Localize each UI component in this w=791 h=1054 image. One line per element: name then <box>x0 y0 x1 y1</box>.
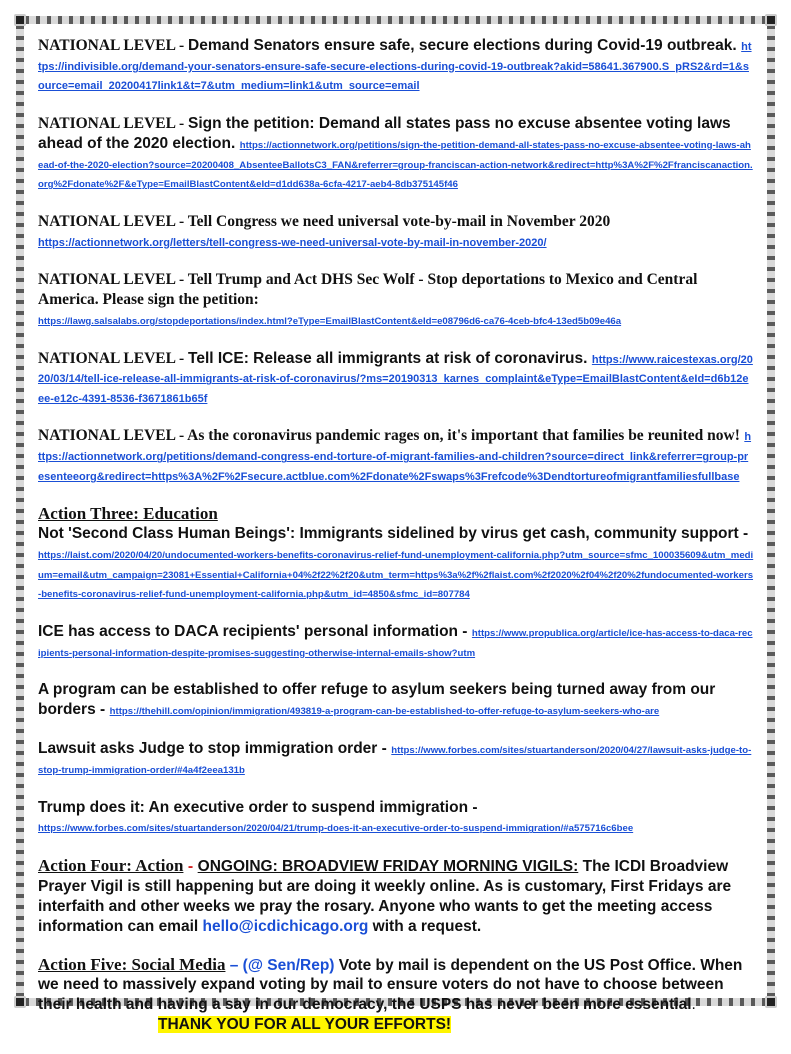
item-text: Tell Trump and Act DHS Sec Wolf - Stop deportations to Mexico and Central America. Please sign the petition: <box>38 271 698 309</box>
thank-you-banner: THANK YOU FOR ALL YOUR EFFORTS! <box>158 1016 452 1034</box>
item-link[interactable]: https://lawg.salsalabs.org/stopdeportations/index.html?eType=EmailBlastContent&eId=e08796d6-ca76-4ceb-bfc4-13ed5b09e46a <box>38 316 622 328</box>
item-text: Lawsuit asks Judge to stop immigration order - <box>38 740 387 758</box>
action-three-section <box>38 504 754 837</box>
action-five-section <box>38 955 754 1036</box>
item-text: Sign the petition: Demand all states pass no excuse absentee voting laws ahead of the 2020 election. <box>38 114 731 152</box>
education-item <box>38 622 754 661</box>
border-right <box>767 16 775 1006</box>
corner-ornament <box>765 996 777 1008</box>
item-prefix: NATIONAL LEVEL - <box>38 271 188 289</box>
education-item <box>38 524 754 602</box>
social-period: . <box>691 996 696 1014</box>
item-link[interactable]: https://laist.com/2020/04/20/undocumented-workers-benefits-coronavirus-relief-fund-unemployment-california.php?utm_source=sfmc_100035609&utm_medium=email&utm_campaign=23081+Essential+California+04%2f22%2f20&utm_term=https%3a%2f%2flaist.com%2f2020%2f04%2f20%2fundocumented-workers-benefits-coronavirus-relief-fund-unemployment-california.php&utm_id=4850&sfmc_id=807784 <box>38 550 754 601</box>
item-link[interactable]: https://www.forbes.com/sites/stuartanderson/2020/04/21/trump-does-it-an-executive-order-to-suspend-immigration/#a575716c6bee <box>38 823 634 835</box>
item-link[interactable]: https://indivisible.org/demand-your-senators-ensure-safe-secure-elections-during-covid-19-outbreak?akid=58641.367900.S_pRS2&rd=1&source=email_20200417link1&t=7&utm_medium=link1&utm_source=email <box>38 41 752 93</box>
item-link[interactable]: https://actionnetwork.org/letters/tell-congress-we-need-universal-vote-by-mail-in-november-2020/ <box>38 236 547 249</box>
item-link[interactable]: https://thehill.com/opinion/immigration/493819-a-program-can-be-established-to-offer-refuge-to-asylum-seekers-who-are <box>109 706 660 718</box>
item-text: Tell Congress we need universal vote-by-mail in November 2020 <box>187 212 611 230</box>
item-text: Trump does it: An executive order to suspend immigration - <box>38 798 478 816</box>
national-item <box>38 212 754 251</box>
action-four-dash: - <box>183 857 198 875</box>
item-text: ICE has access to DACA recipients' personal information - <box>38 622 468 640</box>
item-link[interactable]: https://actionnetwork.org/petitions/demand-congress-end-torture-of-migrant-families-and-children?source=direct_link&referrer=group-presenteeorg&redirect=https%3A%2F%2Fsecure.actblue.com%2Fdonate%2Fswaps%3Frefcode%3Dendtortureofmigrantfamiliesfullbase <box>38 431 752 483</box>
education-item <box>38 739 754 778</box>
email-link[interactable]: hello@icdichicago.org <box>202 917 369 935</box>
education-item <box>38 680 754 720</box>
item-prefix: NATIONAL LEVEL - <box>38 114 189 132</box>
item-text: Not 'Second Class Human Beings': Immigrants sidelined by virus get cash, community support - <box>38 525 749 543</box>
vigil-title: ONGOING: BROADVIEW FRIDAY MORNING VIGILS: <box>197 857 579 875</box>
item-prefix: NATIONAL LEVEL - <box>38 212 188 230</box>
national-item <box>38 270 754 329</box>
vigil-body: The ICDI Broadview Prayer Vigil is still happening but are doing it weekly online. As is customary, First Fridays are interfaith and other weeks we pray the rosary. Anyone who wants to get the meeting access information can email <box>38 857 732 935</box>
border-top <box>16 16 775 24</box>
item-link[interactable]: https://www.forbes.com/sites/stuartanderson/2020/04/27/lawsuit-asks-judge-to-stop-trump-immigration-order/#4a4f2eea131b <box>38 745 752 776</box>
action-three-heading: Action Three: Education <box>38 504 218 524</box>
vigil-tail: with a request. <box>368 917 482 935</box>
border-left <box>16 16 24 1006</box>
education-item <box>38 798 754 837</box>
item-link[interactable]: https://actionnetwork.org/petitions/sign-the-petition-demand-all-states-pass-no-excuse-absentee-voting-laws-ahead-of-the-2020-election?source=20200408_AbsenteeBallotsC3_FAN&referrer=group-franciscan-action-network&redirect=http%3A%2F%2Ffranciscanaction.org%2Fdonate%2F&eType=EmailBlastContent&eId=d1dd638a-6cfa-4217-aeb4-8db375145f46 <box>38 139 753 191</box>
national-item <box>38 426 754 485</box>
national-item <box>38 114 754 193</box>
corner-ornament <box>765 14 777 26</box>
national-item <box>38 36 754 95</box>
item-link[interactable]: https://www.propublica.org/article/ice-has-access-to-daca-recipients-personal-information-despite-promises-suggesting-otherwise-internal-emails-show?utm <box>38 627 753 659</box>
action-four-section <box>38 856 754 937</box>
item-prefix: NATIONAL LEVEL - <box>38 349 189 367</box>
item-text: As the coronavirus pandemic rages on, it's important that families be reunited now! <box>187 427 740 445</box>
document-body <box>38 36 754 1054</box>
item-link[interactable]: https://www.raicestexas.org/2020/03/14/tell-ice-release-all-immigrants-at-risk-of-coronavirus/?ms=20190313_karnes_complaint&eType=EmailBlastContent&eId=d6b12eee-e12c-4391-8536-f3671861b65f <box>38 353 753 405</box>
item-prefix: NATIONAL LEVEL - <box>38 37 189 54</box>
corner-ornament <box>14 14 26 26</box>
social-tag: – (@ Sen/Rep) <box>225 956 339 974</box>
item-prefix: NATIONAL LEVEL - <box>38 427 188 445</box>
item-text: Demand Senators ensure safe, secure elections during Covid-19 outbreak. <box>188 37 737 54</box>
item-text: Tell ICE: Release all immigrants at risk of coronavirus. <box>188 349 588 367</box>
action-five-heading: Action Five: Social Media <box>38 954 226 974</box>
item-text: A program can be established to offer refuge to asylum seekers being turned away from our borders - <box>38 681 716 719</box>
action-four-heading: Action Four: Action <box>38 855 184 875</box>
corner-ornament <box>14 996 26 1008</box>
national-item <box>38 349 754 408</box>
social-body: Vote by mail is dependent on the US Post Office. When we need to massively expand voting by mail to ensure voters do not have to choose between their health and having a say in our democracy, the USPS has never been more essential <box>38 956 743 1014</box>
